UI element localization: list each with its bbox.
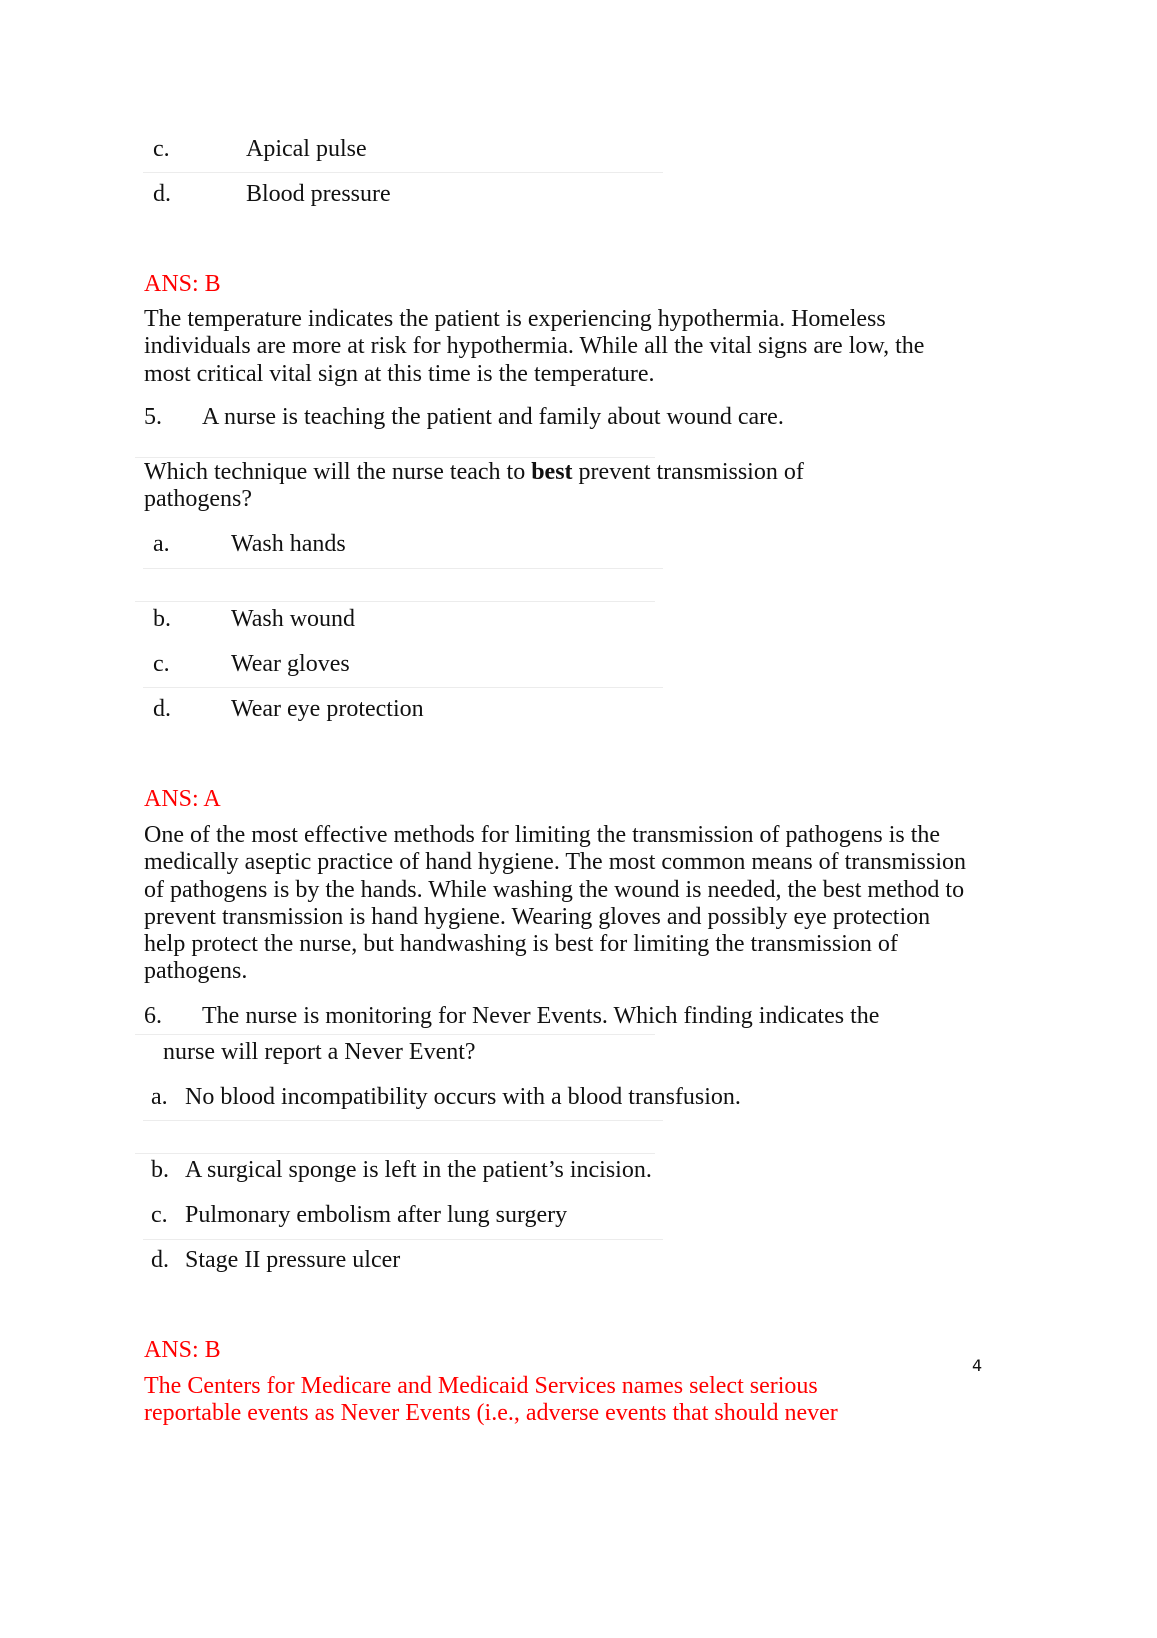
question-emphasis: best [531,459,573,485]
question-text-part: Which technique will the nurse teach to [144,459,532,485]
question-text-part: prevent transmission of pathogens? [144,459,804,513]
option-text: Apical pulse [246,136,367,162]
option-letter: b. [153,606,171,632]
question-stem: nurse will report a Never Event? [163,1039,476,1065]
answer-label: ANS: B [144,271,221,297]
option-letter: c. [153,651,170,677]
divider [135,1153,655,1154]
option-text: Wear eye protection [231,696,424,722]
option-text: A surgical sponge is left in the patient’s incision. [185,1157,652,1183]
option-letter: d. [153,181,171,207]
option-text: Wash hands [231,531,346,557]
divider [143,172,663,173]
option-letter: d. [153,696,171,722]
option-text: Stage II pressure ulcer [185,1247,401,1273]
divider [135,1034,655,1035]
question-number: 6. [144,1003,162,1029]
option-text: Wear gloves [231,651,350,677]
question-stem: The nurse is monitoring for Never Events. Which finding indicates the [202,1003,880,1029]
option-text: Wash wound [231,606,356,632]
question-text [144,459,884,514]
question-number: 5. [144,404,162,430]
divider [143,1239,663,1240]
rationale: The temperature indicates the patient is experiencing hypothermia. Homeless individuals are more at risk for hypothermia. While all the vital signs are low, the most critical vital sign at this time is the temperature. [144,306,925,387]
option-letter: c. [153,136,170,162]
divider [143,568,663,569]
divider [135,457,655,458]
question-stem: A nurse is teaching the patient and family about wound care. [202,404,784,430]
option-text: Pulmonary embolism after lung surgery [185,1202,568,1228]
rationale: The Centers for Medicare and Medicaid Services names select serious reportable events as Never Events (i.e., adverse events that should never [144,1373,838,1427]
divider [143,1120,663,1121]
option-letter: c. [151,1202,168,1228]
option-letter: a. [153,531,170,557]
page-number: 4 [972,1356,983,1375]
divider [143,687,663,688]
option-letter: d. [151,1247,169,1273]
option-letter: b. [151,1157,169,1183]
divider [135,601,655,602]
answer-label: ANS: B [144,1337,221,1363]
option-letter: a. [151,1084,168,1110]
option-text: Blood pressure [246,181,391,207]
rationale: One of the most effective methods for limiting the transmission of pathogens is the medically aseptic practice of hand hygiene. The most common means of transmission of pathogens is by the hands. While washing the wound is needed, the best method to prevent transmission is hand hygiene. Wearing gloves and possibly eye protection help protect the nurse, but handwashing is best for limiting the transmission of pathogens. [144,822,966,985]
option-text: No blood incompatibility occurs with a blood transfusion. [185,1084,741,1110]
answer-label: ANS: A [144,786,221,812]
